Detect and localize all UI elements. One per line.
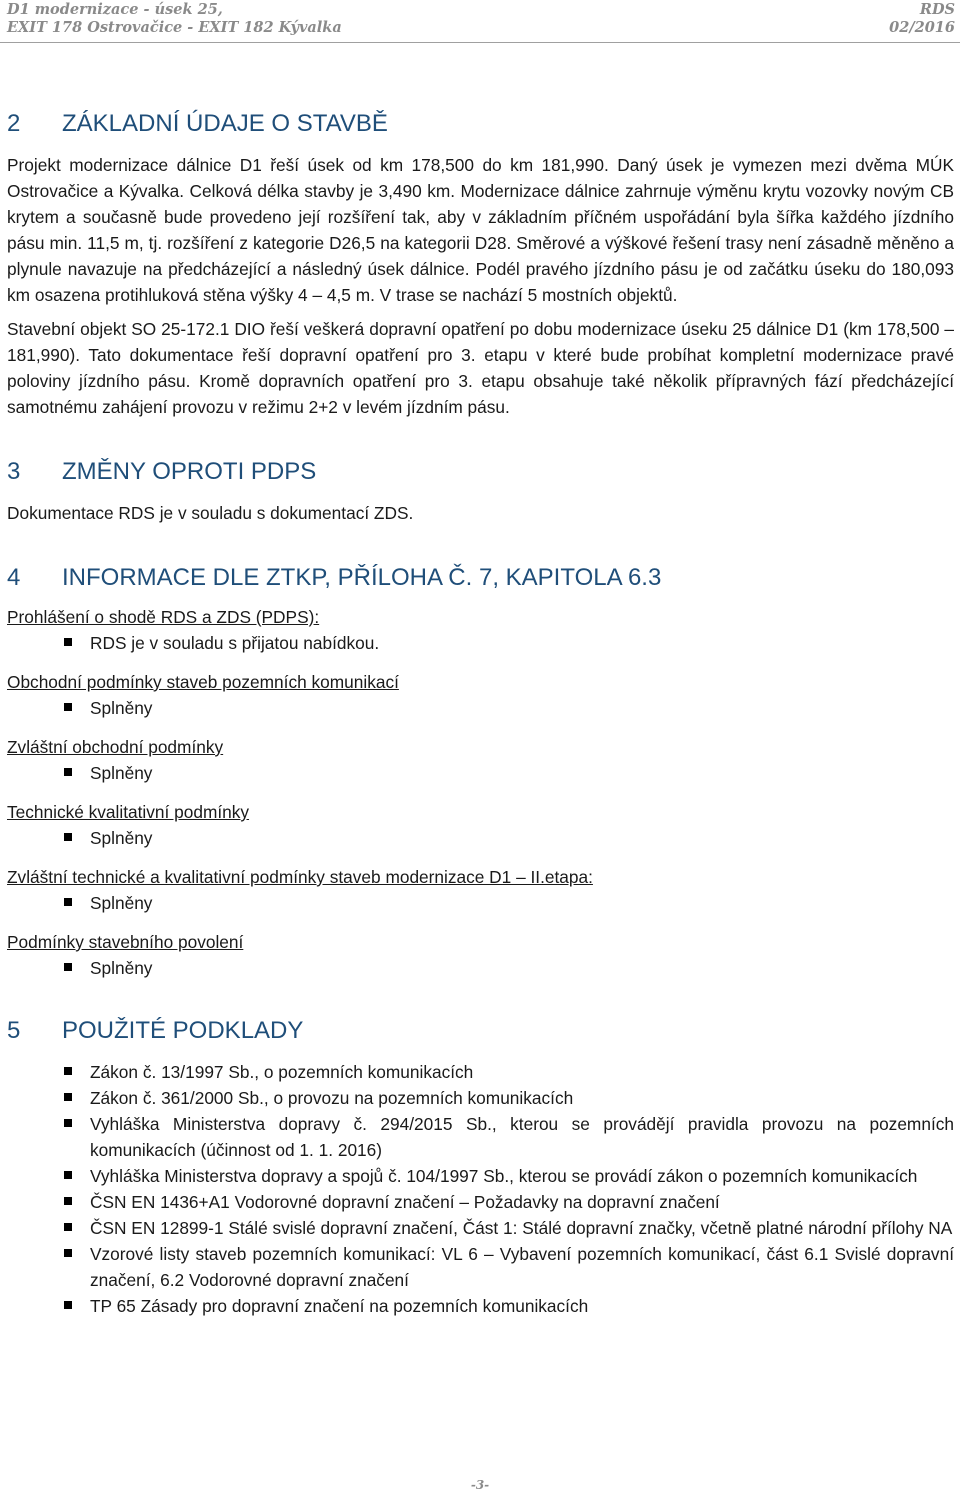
header-date: 02/2016 — [889, 19, 955, 36]
section-number: 2 — [7, 110, 21, 137]
compliance-group — [7, 864, 954, 916]
list-item: Splněny — [7, 825, 954, 851]
list-item: TP 65 Zásady pro dopravní značení na pozemních komunikacích — [7, 1293, 954, 1319]
section-heading-4 — [7, 562, 954, 594]
list-item: Zákon č. 13/1997 Sb., o pozemních komunikacích — [7, 1059, 954, 1085]
section-number: 4 — [7, 564, 21, 591]
compliance-label: Obchodní podmínky staveb pozemních komunikací — [7, 672, 399, 692]
compliance-label: Zvláštní technické a kvalitativní podmínky staveb modernizace D1 – II.etapa: — [7, 867, 593, 887]
compliance-group — [7, 604, 954, 656]
list-item: Vzorové listy staveb pozemních komunikací: VL 6 – Vybavení pozemních komunikací, část 6.1 Svislé dopravní značení, 6.2 Vodorovné dopravní značení — [7, 1241, 954, 1293]
document-body — [7, 108, 954, 1319]
square-bullet-icon — [64, 1223, 72, 1231]
header-section-name: EXIT 178 Ostrovačice - EXIT 182 Kývalka — [7, 19, 342, 36]
list-item: Vyhláška Ministerstva dopravy a spojů č. 104/1997 Sb., kterou se provádí zákon o pozemních komunikacích — [7, 1163, 954, 1189]
paragraph: Projekt modernizace dálnice D1 řeší úsek od km 178,500 do km 181,990. Daný úsek je vymezen mezi dvěma MÚK Ostrovačice a Kývalka. Celková délka stavby je 3,490 km. Modernizace dálnice zahrnuje výměnu krytu vozovky novým CB krytem a současně bude provedeno její rozšíření tak, aby v základním příčném uspořádání byla šířka každého jízdního pásu min. 11,5 m, tj. rozšíření z kategorie D26,5 na kategorii D28. Směrové a výškové řešení trasy není zásadně měněno a plynule navazuje na předcházející a následný úsek dálnice. Podél pravého jízdního pásu je od začátku úseku do 180,093 km osazena protihluková stěna výšky 4 – 4,5 m. V trase se nachází 5 mostních objektů. — [7, 155, 954, 305]
section-heading-5 — [7, 1015, 954, 1047]
section-heading-3 — [7, 456, 954, 488]
header-doc-type: RDS — [919, 1, 955, 18]
list-item: ČSN EN 1436+A1 Vodorovné dopravní značení – Požadavky na dopravní značení — [7, 1189, 954, 1215]
list-item: Splněny — [7, 760, 954, 786]
compliance-group — [7, 734, 954, 786]
list-item: Splněny — [7, 695, 954, 721]
paragraph: Dokumentace RDS je v souladu s dokumentací ZDS. — [7, 503, 414, 523]
page-number: -3- — [470, 1478, 490, 1492]
compliance-label: Prohlášení o shodě RDS a ZDS (PDPS): — [7, 607, 320, 627]
section-title: ZÁKLADNÍ ÚDAJE O STAVBĚ — [62, 110, 388, 137]
square-bullet-icon — [64, 768, 72, 776]
square-bullet-icon — [64, 963, 72, 971]
section-number: 5 — [7, 1017, 21, 1044]
compliance-group — [7, 929, 954, 981]
compliance-group — [7, 799, 954, 851]
compliance-group — [7, 669, 954, 721]
list-item: ČSN EN 12899-1 Stálé svislé dopravní značení, Část 1: Stálé dopravní značky, včetně platné národní přílohy NA — [7, 1215, 954, 1241]
list-item: Vyhláška Ministerstva dopravy č. 294/2015 Sb., kterou se provádějí pravidla provozu na pozemních komunikacích (účinnost od 1. 1. 2016) — [7, 1111, 954, 1163]
compliance-label: Zvláštní obchodní podmínky — [7, 737, 224, 757]
section-title: POUŽITÉ PODKLADY — [62, 1017, 304, 1044]
page-header — [0, 0, 960, 44]
list-item: RDS je v souladu s přijatou nabídkou. — [7, 630, 954, 656]
square-bullet-icon — [64, 1171, 72, 1179]
header-project-title: D1 modernizace - úsek 25, — [7, 1, 223, 18]
compliance-label: Podmínky stavebního povolení — [7, 932, 244, 952]
list-item: Splněny — [7, 955, 954, 981]
square-bullet-icon — [64, 1119, 72, 1127]
square-bullet-icon — [64, 1197, 72, 1205]
square-bullet-icon — [64, 1067, 72, 1075]
square-bullet-icon — [64, 703, 72, 711]
square-bullet-icon — [64, 833, 72, 841]
list-item: Splněny — [7, 890, 954, 916]
section-heading-2 — [7, 108, 954, 140]
square-bullet-icon — [64, 1093, 72, 1101]
list-item: Zákon č. 361/2000 Sb., o provozu na pozemních komunikacích — [7, 1085, 954, 1111]
square-bullet-icon — [64, 1301, 72, 1309]
section-title: INFORMACE DLE ZTKP, PŘÍLOHA Č. 7, KAPITOLA 6.3 — [62, 564, 662, 591]
header-divider — [0, 42, 960, 43]
section-number: 3 — [7, 458, 21, 485]
square-bullet-icon — [64, 638, 72, 646]
compliance-label: Technické kvalitativní podmínky — [7, 802, 250, 822]
section-title: ZMĚNY OPROTI PDPS — [62, 458, 317, 485]
square-bullet-icon — [64, 898, 72, 906]
paragraph: Stavební objekt SO 25-172.1 DIO řeší veškerá dopravní opatření po dobu modernizace úseku 25 dálnice D1 (km 178,500 – 181,990). Tato dokumentace řeší dopravní opatření pro 3. etapu v které bude probíhat kompletní modernizace pravé poloviny jízdního pásu. Kromě dopravních opatření pro 3. etapu obsahuje také několik přípravných fází předcházející samotnému zahájení provozu v režimu 2+2 v levém jízdním pásu. — [7, 319, 954, 417]
references-list — [7, 1059, 954, 1319]
square-bullet-icon — [64, 1249, 72, 1257]
